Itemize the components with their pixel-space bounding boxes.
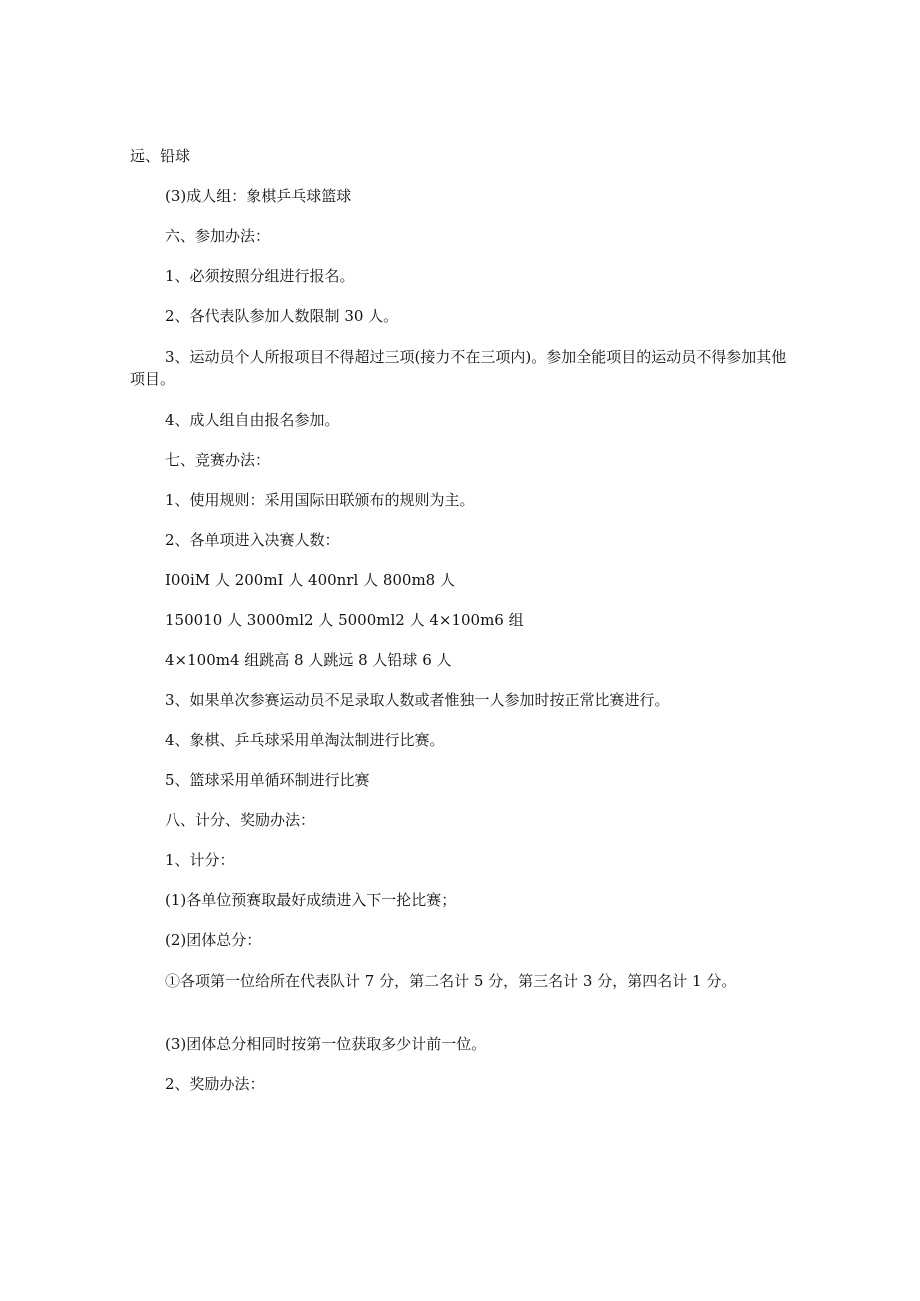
paragraph: 5、篮球采用单循环制进行比赛 bbox=[165, 771, 370, 789]
paragraph: 1、计分： bbox=[165, 851, 235, 869]
paragraph: (3)成人组：象棋乒乓球篮球 bbox=[165, 187, 352, 205]
paragraph: 4、象棋、乒乓球采用单淘汰制进行比赛。 bbox=[165, 731, 445, 749]
paragraph: 2、各代表队参加人数限制 30 人。 bbox=[165, 307, 399, 325]
paragraph: I00iM 人 200mI 人 400nrl 人 800m8 人 bbox=[165, 571, 455, 589]
paragraph: 3、如果单次参赛运动员不足录取人数或者惟独一人参加时按正常比赛进行。 bbox=[165, 691, 670, 709]
section-heading: 六、参加办法： bbox=[165, 227, 271, 245]
paragraph: 远、铅球 bbox=[130, 147, 191, 165]
paragraph: 1、使用规则：采用国际田联颁布的规则为主。 bbox=[165, 491, 475, 509]
paragraph: 4、成人组自由报名参加。 bbox=[165, 411, 340, 429]
paragraph: (2)团体总分： bbox=[165, 931, 262, 949]
section-heading: 八、计分、奖励办法： bbox=[165, 811, 316, 829]
paragraph: 1、必须按照分组进行报名。 bbox=[165, 267, 355, 285]
paragraph: 2、各单项进入决赛人数： bbox=[165, 531, 340, 549]
paragraph: (1)各单位预赛取最好成绩进入下一抡比赛； bbox=[165, 891, 457, 909]
section-heading: 七、竞赛办法： bbox=[165, 451, 271, 469]
paragraph: 4×100m4 组跳高 8 人跳远 8 人铅球 6 人 bbox=[165, 651, 452, 669]
paragraph: ①各项第一位给所在代表队计 7 分，第二名计 5 分，第三名计 3 分，第四名计 1 分。 bbox=[165, 972, 737, 990]
paragraph: (3)团体总分相同时按第一位获取多少计前一位。 bbox=[165, 1035, 487, 1053]
paragraph: 3、运动员个人所报项目不得超过三项(接力不在三项内)。参加全能项目的运动员不得参加其他项目。 bbox=[130, 348, 787, 388]
paragraph: 150010 人 3000ml2 人 5000ml2 人 4×100m6 组 bbox=[165, 611, 524, 629]
paragraph: 2、奖励办法： bbox=[165, 1075, 265, 1093]
